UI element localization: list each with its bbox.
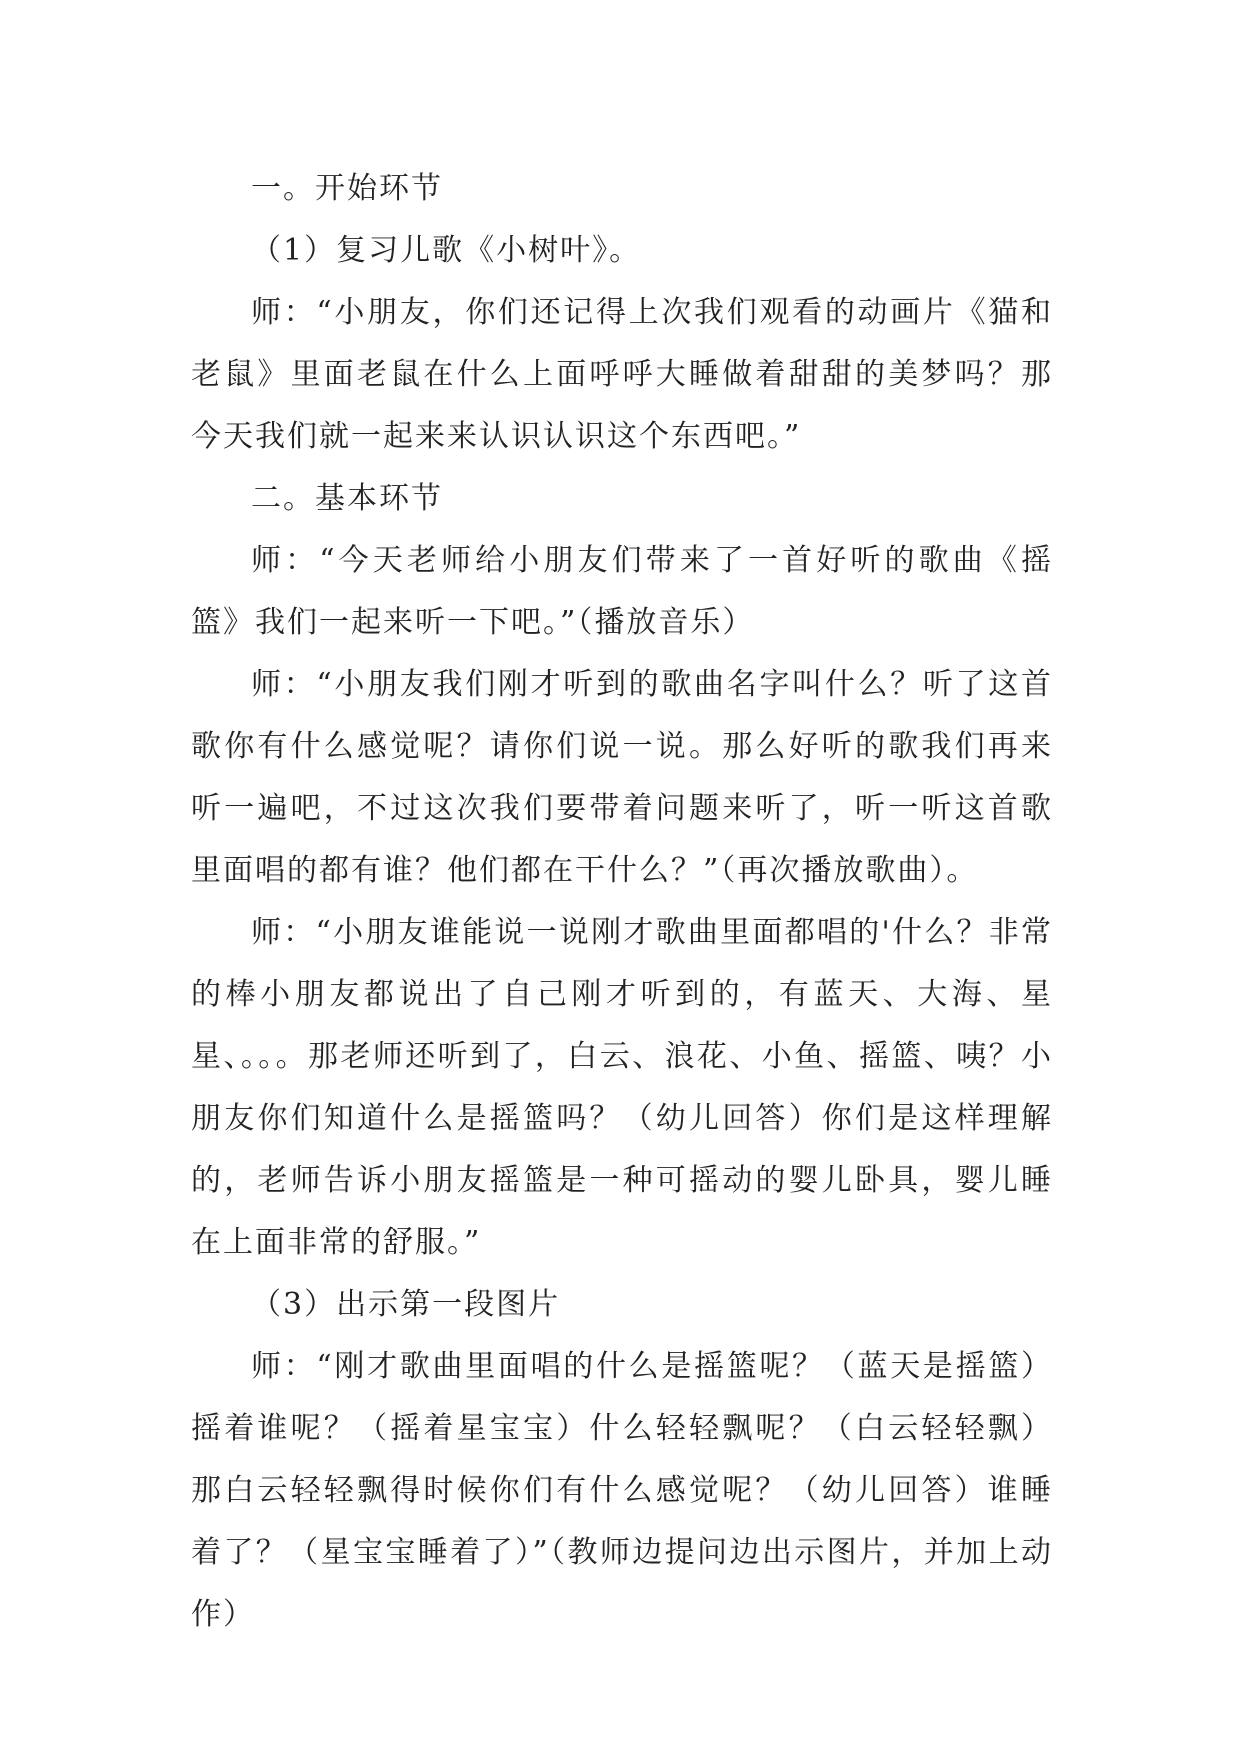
step-review-rhyme: （1）复习儿歌《小树叶》。: [251, 233, 642, 268]
section-heading-basic: 二。基本环节: [251, 481, 443, 516]
teacher-dialogue-question: 师：“小朋友我们刚才听到的歌曲名字叫什么？听了这首歌你有什么感觉呢？请你们说一说。那么好听的歌我们再来听一遍吧，不过这次我们要带着问题来听了，听一听这首歌里面唱的都有谁？他们都在干什么？”（再次播放歌曲）。: [191, 667, 1053, 888]
section-heading-start: 一。开始环节: [251, 171, 443, 206]
step-show-picture: （3）出示第一段图片: [251, 1287, 561, 1322]
teacher-dialogue-song: 师：“今天老师给小朋友们带来了一首好听的歌曲《摇篮》我们一起来听一下吧。”（播放音乐）: [191, 543, 1053, 640]
teacher-dialogue-explain: 师：“小朋友谁能说一说刚才歌曲里面都唱的'什么？非常的棒小朋友都说出了自己刚才听到的，有蓝天、大海、星星、。。。那老师还听到了，白云、浪花、小鱼、摇篮、咦？小朋友你们知道什么是摇篮吗？（幼儿回答）你们是这样理解的，老师告诉小朋友摇篮是一种可摇动的婴儿卧具，婴儿睡在上面非常的舒服。”: [191, 915, 1053, 1260]
teacher-dialogue-intro: 师：“小朋友，你们还记得上次我们观看的动画片《猫和老鼠》里面老鼠在什么上面呼呼大睡做着甜甜的美梦吗？那今天我们就一起来来认识认识这个东西吧。”: [191, 295, 1053, 454]
document-body: [191, 158, 1053, 1646]
teacher-dialogue-picture: 师：“刚才歌曲里面唱的什么是摇篮呢？（蓝天是摇篮）摇着谁呢？（摇着星宝宝）什么轻轻飘呢？（白云轻轻飘）那白云轻轻飘得时候你们有什么感觉呢？（幼儿回答）谁睡着了？（星宝宝睡着了）”（教师边提问边出示图片，并加上动作）: [191, 1349, 1053, 1632]
